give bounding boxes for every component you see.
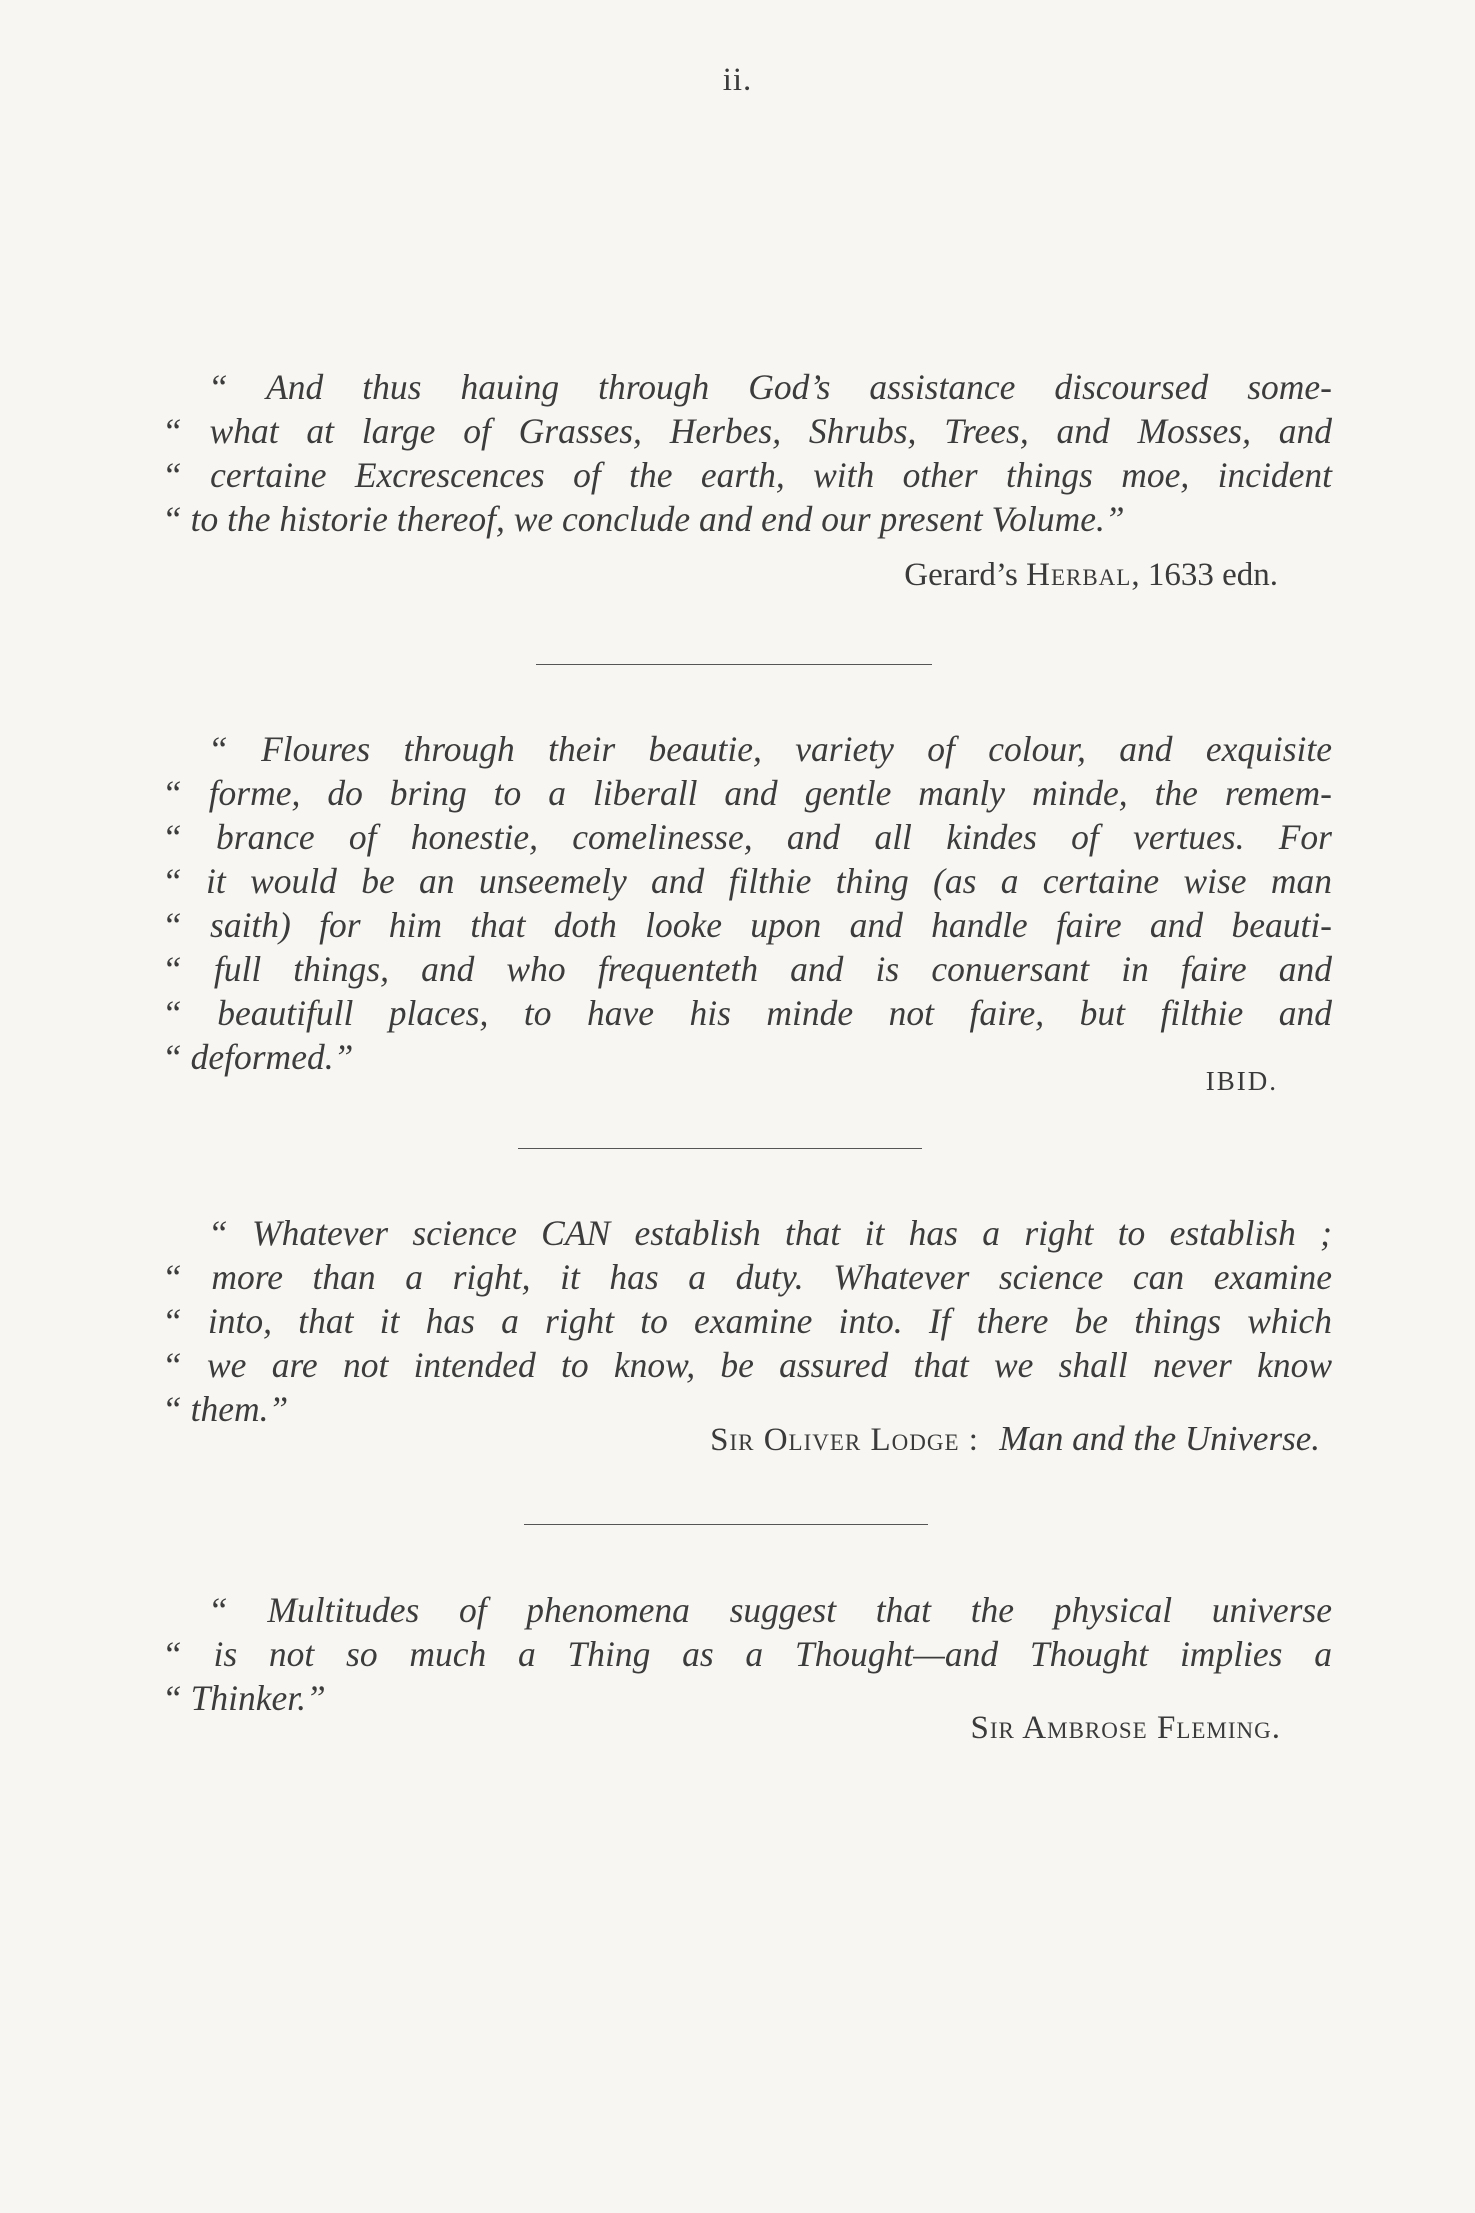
quote-line: “ deformed.” xyxy=(162,1037,354,1077)
attribution-ibid xyxy=(1206,1066,1278,1097)
page-number: ii. xyxy=(722,62,753,98)
quote-ambrose-fleming xyxy=(162,1588,1332,1720)
quote-line: “ it would be an unseemely and filthie thing (as a certaine wise man xyxy=(162,861,1332,901)
quote-line: “ them.” xyxy=(162,1389,289,1429)
divider-rule xyxy=(536,664,932,665)
attribution-author: Sir Oliver Lodge : xyxy=(710,1422,979,1458)
quote-line: “ we are not intended to know, be assured that we shall never know xyxy=(162,1345,1332,1385)
quote-floures xyxy=(162,727,1332,1079)
divider-rule xyxy=(524,1524,928,1525)
quote-line: “ brance of honestie, comelinesse, and all kindes of vertues. For xyxy=(162,817,1332,857)
attribution-suffix: , 1633 edn. xyxy=(1131,557,1278,593)
attribution-prefix: Gerard’s xyxy=(904,557,1027,593)
quote-line: “ into, that it has a right to examine into. If there be things which xyxy=(162,1301,1332,1341)
attribution-oliver-lodge xyxy=(710,1419,1320,1459)
quote-line: “ Whatever science CAN establish that it has a right to establish ; xyxy=(208,1213,1332,1253)
quote-line: “ And thus hauing through God’s assistance discoursed some- xyxy=(208,367,1332,407)
quote-line: “ Thinker.” xyxy=(162,1678,326,1718)
quote-line: “ forme, do bring to a liberall and gentle manly minde, the remem- xyxy=(162,773,1332,813)
attribution-gerard-herbal xyxy=(904,557,1278,594)
quote-line: “ is not so much a Thing as a Thought—and Thought implies a xyxy=(162,1634,1332,1674)
quote-line: “ certaine Excrescences of the earth, with other things moe, incident xyxy=(162,455,1332,495)
attribution-text: IBID. xyxy=(1205,1066,1278,1096)
attribution-work: Man and the Universe. xyxy=(999,1419,1320,1458)
quote-line: “ to the historie thereof, we conclude and end our present Volume.” xyxy=(162,499,1125,539)
quote-line: “ Floures through their beautie, variety of colour, and exquisite xyxy=(208,729,1332,769)
quote-line: “ more than a right, it has a duty. Whatever science can examine xyxy=(162,1257,1332,1297)
quote-oliver-lodge xyxy=(162,1211,1332,1431)
attribution-author: Sir Ambrose Fleming. xyxy=(970,1710,1281,1746)
quote-line: “ Multitudes of phenomena suggest that the physical universe xyxy=(208,1590,1332,1630)
quote-line: “ what at large of Grasses, Herbes, Shrubs, Trees, and Mosses, and xyxy=(162,411,1332,451)
quote-gerard-herbal xyxy=(162,365,1332,541)
quote-line: “ saith) for him that doth looke upon and handle faire and beauti- xyxy=(162,905,1332,945)
attribution-ambrose-fleming xyxy=(971,1710,1281,1747)
quote-line: “ full things, and who frequenteth and is conuersant in faire and xyxy=(162,949,1332,989)
quote-line: “ beautifull places, to have his minde not faire, but filthie and xyxy=(162,993,1332,1033)
attribution-title: Herbal xyxy=(1026,557,1132,593)
divider-rule xyxy=(518,1148,922,1149)
